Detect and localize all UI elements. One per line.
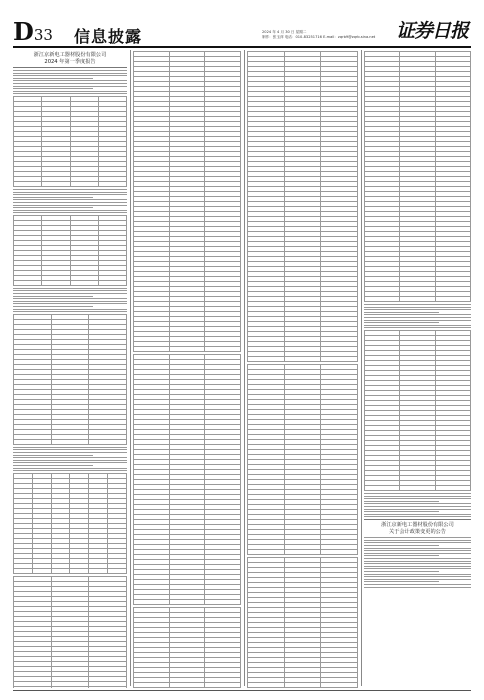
fine-print-line — [13, 449, 127, 450]
header-meta — [262, 30, 375, 40]
fine-print-line — [364, 571, 439, 572]
data-table — [13, 215, 127, 286]
table-cell — [169, 600, 205, 605]
table-cell — [435, 485, 470, 490]
fine-print-line — [364, 558, 471, 559]
table-cell — [169, 688, 205, 689]
column-divider — [130, 50, 131, 686]
column-2 — [133, 50, 241, 688]
fine-print-line — [364, 493, 471, 494]
data-table — [133, 51, 241, 352]
column-divider — [244, 50, 245, 686]
table-cell — [205, 688, 241, 689]
fine-print-line — [364, 498, 471, 499]
fine-print-line — [13, 470, 127, 471]
table-row — [248, 688, 358, 689]
fine-print-line — [13, 70, 127, 71]
table-row — [134, 600, 241, 605]
fine-print-line — [364, 574, 471, 575]
fine-print-line — [13, 80, 127, 81]
body-text-block — [13, 189, 127, 213]
table-cell — [205, 347, 241, 352]
fine-print-line — [13, 290, 127, 291]
fine-print-line — [364, 587, 471, 588]
fine-print-line — [364, 320, 471, 321]
fine-print-line — [13, 210, 127, 211]
body-text-block — [13, 447, 127, 471]
newspaper-logo: 证券日报 — [396, 20, 469, 42]
fine-print-line — [364, 314, 471, 315]
section-title: 信息披露 — [74, 27, 143, 46]
fine-print-line — [364, 581, 439, 582]
fine-print-line — [364, 555, 439, 556]
column-4 — [364, 50, 471, 688]
table-cell — [51, 568, 70, 573]
data-table — [364, 330, 471, 491]
table-row — [248, 550, 358, 555]
fine-print-line — [364, 312, 439, 313]
fine-print-line — [364, 516, 471, 517]
fine-print-line — [364, 553, 471, 554]
fine-print-line — [13, 88, 93, 89]
table-row — [365, 297, 471, 302]
fine-print-line — [13, 298, 127, 299]
fine-print-line — [364, 309, 471, 310]
fine-print-line — [13, 86, 127, 87]
body-text-block — [364, 563, 471, 587]
table-cell — [169, 347, 205, 352]
fine-print-line — [364, 322, 439, 323]
table-cell — [14, 280, 42, 285]
data-table — [13, 473, 127, 574]
fine-print-line — [13, 197, 93, 198]
table-row — [14, 280, 127, 285]
fine-print-line — [13, 457, 127, 458]
data-table — [247, 364, 358, 555]
data-table — [13, 96, 127, 187]
body-text-block — [13, 288, 127, 312]
table-cell — [108, 568, 127, 573]
table-cell — [134, 688, 170, 689]
column-divider — [361, 50, 362, 686]
table-cell — [321, 357, 358, 362]
table-cell — [365, 485, 400, 490]
table-cell — [284, 357, 321, 362]
table-cell — [42, 280, 70, 285]
table-cell — [400, 485, 435, 490]
fine-print-line — [13, 93, 127, 94]
fine-print-line — [364, 545, 439, 546]
column-3 — [247, 50, 358, 688]
fine-print-line — [364, 576, 471, 577]
data-table — [13, 576, 127, 688]
data-table — [364, 51, 471, 302]
table-row — [14, 686, 127, 688]
fine-print-line — [13, 189, 127, 190]
header-rule — [13, 46, 471, 48]
fine-print-line — [364, 304, 471, 305]
fine-print-line — [364, 503, 471, 504]
table-row — [134, 688, 241, 689]
table-cell — [14, 686, 52, 688]
fine-print-line — [13, 199, 127, 200]
table-cell — [32, 568, 51, 573]
page-header — [0, 0, 484, 46]
table-cell — [14, 439, 52, 444]
fine-print-line — [13, 75, 127, 76]
table-row — [365, 485, 471, 490]
table-cell — [284, 550, 321, 555]
table-cell — [51, 686, 89, 688]
table-cell — [321, 688, 358, 689]
fine-print-line — [13, 205, 127, 206]
fine-print-line — [13, 462, 127, 463]
fine-print-line — [364, 506, 471, 507]
fine-print-line — [364, 514, 471, 515]
fine-print-line — [13, 73, 127, 74]
body-text-block — [364, 537, 471, 561]
table-cell — [400, 297, 435, 302]
fine-print-line — [13, 83, 127, 84]
table-cell — [134, 347, 170, 352]
table-cell — [365, 297, 400, 302]
body-text-block — [13, 70, 127, 94]
table-row — [134, 347, 241, 352]
table-row — [248, 357, 358, 362]
fine-print-line — [364, 511, 439, 512]
table-cell — [435, 297, 470, 302]
fine-print-line — [364, 561, 471, 562]
table-cell — [248, 357, 285, 362]
column-1 — [13, 50, 127, 688]
notice-company: 浙江京新电工器材股份有限公司 — [381, 522, 454, 529]
notice-title: 关于会计政策变更的公告 — [388, 528, 447, 535]
page-letter: D — [13, 17, 34, 46]
fine-print-line — [13, 311, 127, 312]
fine-print-line — [364, 568, 471, 569]
table-cell — [98, 181, 126, 186]
fine-print-line — [13, 303, 127, 304]
separator — [364, 519, 471, 520]
data-table — [13, 314, 127, 445]
separator — [13, 67, 127, 68]
fine-print-line — [13, 194, 127, 195]
body-text-block — [364, 304, 471, 328]
fine-print-line — [364, 501, 439, 502]
fine-print-line — [364, 566, 471, 567]
table-cell — [51, 439, 89, 444]
fine-print-line — [364, 579, 471, 580]
data-table — [133, 354, 241, 605]
data-table — [133, 607, 241, 688]
fine-print-line — [13, 192, 127, 193]
table-row — [14, 439, 127, 444]
page-number: 33 — [33, 26, 53, 44]
fine-print-line — [13, 468, 127, 469]
table-cell — [321, 550, 358, 555]
table-cell — [89, 568, 108, 573]
table-cell — [134, 600, 170, 605]
table-cell — [70, 568, 89, 573]
table-cell — [248, 688, 285, 689]
table-cell — [70, 181, 98, 186]
fine-print-line — [13, 78, 93, 79]
fine-print-line — [364, 550, 471, 551]
issue-date: 2024 年 4 月 30 日 星期二 — [262, 30, 307, 34]
table-cell — [205, 600, 241, 605]
table-row — [14, 568, 127, 573]
fine-print-line — [13, 207, 93, 208]
table-cell — [98, 280, 126, 285]
table-cell — [70, 280, 98, 285]
table-cell — [284, 688, 321, 689]
fine-print-line — [13, 309, 127, 310]
fine-print-line — [13, 91, 127, 92]
fine-print-line — [364, 325, 471, 326]
fine-print-line — [13, 202, 127, 203]
page-code — [13, 17, 53, 47]
fine-print-line — [13, 293, 127, 294]
fine-print-line — [13, 212, 127, 213]
editor-contact: 制作：张玉萍 电话：010-83251716 E-mail：zqrb9@zqrb.sina.net — [262, 35, 376, 39]
fine-print-line — [364, 563, 471, 564]
table-cell — [14, 181, 42, 186]
fine-print-line — [364, 496, 471, 497]
fine-print-line — [13, 306, 93, 307]
fine-print-line — [13, 288, 127, 289]
fine-print-line — [13, 452, 127, 453]
fine-print-line — [364, 509, 471, 510]
report-title: 2024 年第一季度报告 — [44, 58, 96, 65]
table-cell — [248, 550, 285, 555]
table-row — [14, 181, 127, 186]
fine-print-line — [364, 548, 471, 549]
data-table — [247, 557, 358, 688]
table-cell — [42, 181, 70, 186]
table-cell — [89, 439, 127, 444]
fine-print-line — [364, 327, 471, 328]
fine-print-line — [13, 465, 93, 466]
fine-print-line — [364, 317, 471, 318]
table-cell — [89, 686, 127, 688]
fine-print-line — [364, 537, 471, 538]
fine-print-line — [13, 447, 127, 448]
fine-print-line — [364, 584, 471, 585]
body-text-block — [364, 493, 471, 517]
data-table — [247, 51, 358, 362]
fine-print-line — [13, 296, 93, 297]
fine-print-line — [13, 460, 127, 461]
footer-rule — [13, 690, 471, 691]
table-cell — [14, 568, 33, 573]
fine-print-line — [13, 301, 127, 302]
fine-print-line — [364, 542, 471, 543]
report-company: 浙江京新电工器材股份有限公司 — [33, 52, 107, 58]
fine-print-line — [364, 307, 471, 308]
fine-print-line — [13, 455, 93, 456]
fine-print-line — [364, 540, 471, 541]
